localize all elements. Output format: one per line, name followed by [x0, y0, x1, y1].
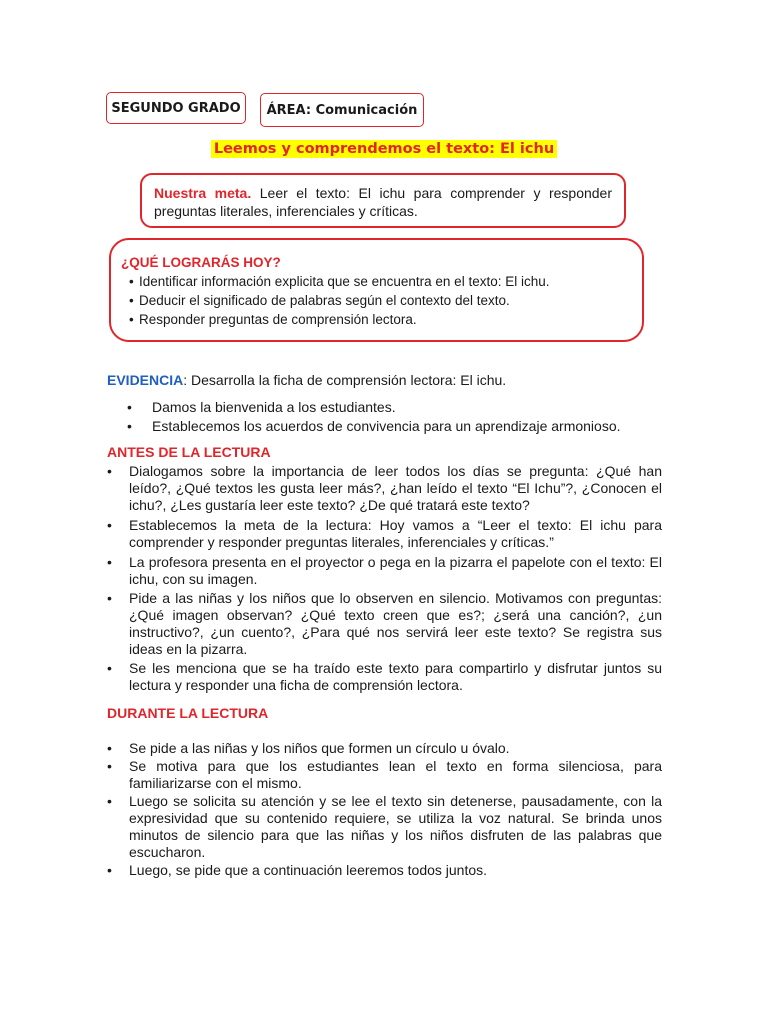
list-item	[107, 758, 662, 792]
list-item	[107, 793, 662, 861]
list-item	[107, 660, 662, 694]
list-item-text: Establecemos la meta de la lectura: Hoy vamos a “Leer el texto: El ichu para comprender y responder preguntas literales, inferenciales y críticas.”	[129, 517, 662, 550]
list-item	[107, 862, 662, 879]
list-item-text: Pide a las niñas y los niños que lo observen en silencio. Motivamos con preguntas: ¿Qué imagen observan? ¿Qué texto creen que es?; ¿será una canción?, ¿un instructivo?, ¿un cuento?, ¿Para qué nos servirá leer este texto? Se registra sus ideas en la pizarra.	[129, 590, 662, 657]
list-item	[107, 463, 662, 514]
bullet-icon: •	[107, 740, 112, 756]
bullet-icon: •	[127, 418, 132, 434]
logros-box	[109, 238, 644, 342]
list-item-text: Luego se solicita su atención y se lee el texto sin detenerse, pausadamente, con la expresividad que su contenido requiere, se utiliza la voz natural. Se brinda unos minutos de silencio para que las niñas y los niños disfruten de las palabras que escucharon.	[129, 793, 662, 860]
list-item-text: Se les menciona que se ha traído este texto para compartirlo y disfrutar juntos su lectura y responder una ficha de comprensión lectora.	[129, 660, 662, 693]
section-heading-durante: DURANTE LA LECTURA	[107, 705, 269, 721]
bullet-icon: •	[107, 758, 112, 774]
list-item-text: Luego, se pide que a continuación leeremos todos juntos.	[129, 862, 488, 878]
bullet-icon: •	[107, 463, 112, 479]
evidencia-line	[107, 372, 506, 388]
list-item	[107, 590, 662, 658]
bullet-icon: •	[129, 312, 134, 327]
bullet-icon: •	[129, 293, 134, 308]
meta-box	[140, 173, 626, 228]
list-item	[107, 398, 652, 416]
page-title: Leemos y comprendemos el texto: El ichu	[211, 140, 557, 158]
area-box	[260, 93, 424, 127]
bullet-icon: •	[107, 554, 112, 570]
evidencia-text: : Desarrolla la ficha de comprensión lectora: El ichu.	[183, 372, 507, 388]
list-item-text: Damos la bienvenida a los estudiantes.	[152, 399, 396, 415]
antes-list	[107, 463, 662, 694]
title-wrap	[0, 140, 768, 158]
bullet-icon: •	[107, 517, 112, 533]
bullet-icon: •	[127, 399, 132, 415]
area-label: ÁREA: Comunicación	[266, 102, 418, 118]
list-item	[107, 417, 652, 435]
list-item	[107, 517, 662, 551]
list-item-text: Establecemos los acuerdos de convivencia para un aprendizaje armonioso.	[152, 418, 621, 434]
logros-item-text: Responder preguntas de comprensión lectora.	[139, 312, 417, 327]
grade-label: SEGUNDO GRADO	[111, 100, 241, 116]
list-item-text: Dialogamos sobre la importancia de leer todos los días se pregunta: ¿Qué han leído?, ¿Qué textos les gusta leer más?, ¿han leído el texto “El Ichu”?, ¿Conocen el ichu?, ¿Les gustaría leer este texto? ¿De qué tratará este texto?	[129, 463, 662, 513]
list-item-text: Se motiva para que los estudiantes lean el texto en forma silenciosa, para familiarizarse con el mismo.	[129, 758, 662, 791]
list-item-text: Se pide a las niñas y los niños que formen un círculo u óvalo.	[129, 740, 510, 756]
list-item	[107, 740, 662, 757]
logros-item-text: Deducir el significado de palabras según el contexto del texto.	[139, 293, 510, 308]
bullet-icon: •	[107, 793, 112, 809]
logros-item-text: Identificar información explicita que se encuentra en el texto: El ichu.	[139, 274, 550, 289]
list-item	[107, 554, 662, 588]
evidencia-label: EVIDENCIA	[107, 372, 184, 388]
intro-list	[107, 398, 652, 436]
logros-item	[121, 291, 632, 310]
grade-box	[106, 92, 246, 124]
logros-heading: ¿QUÉ LOGRARÁS HOY?	[121, 255, 281, 270]
logros-item	[121, 310, 632, 329]
logros-item	[121, 272, 632, 291]
meta-text: Leer el texto: El ichu para comprender y responder preguntas literales, inferenciales y críticas.	[154, 185, 613, 219]
list-item-text: La profesora presenta en el proyector o pega en la pizarra el papelote con el texto: El ichu, con su imagen.	[129, 554, 662, 587]
bullet-icon: •	[107, 660, 112, 676]
bullet-icon: •	[107, 862, 112, 878]
bullet-icon: •	[107, 590, 112, 606]
bullet-icon: •	[129, 274, 134, 289]
meta-label: Nuestra meta.	[154, 185, 252, 201]
durante-list	[107, 740, 662, 879]
section-heading-antes: ANTES DE LA LECTURA	[107, 444, 271, 460]
